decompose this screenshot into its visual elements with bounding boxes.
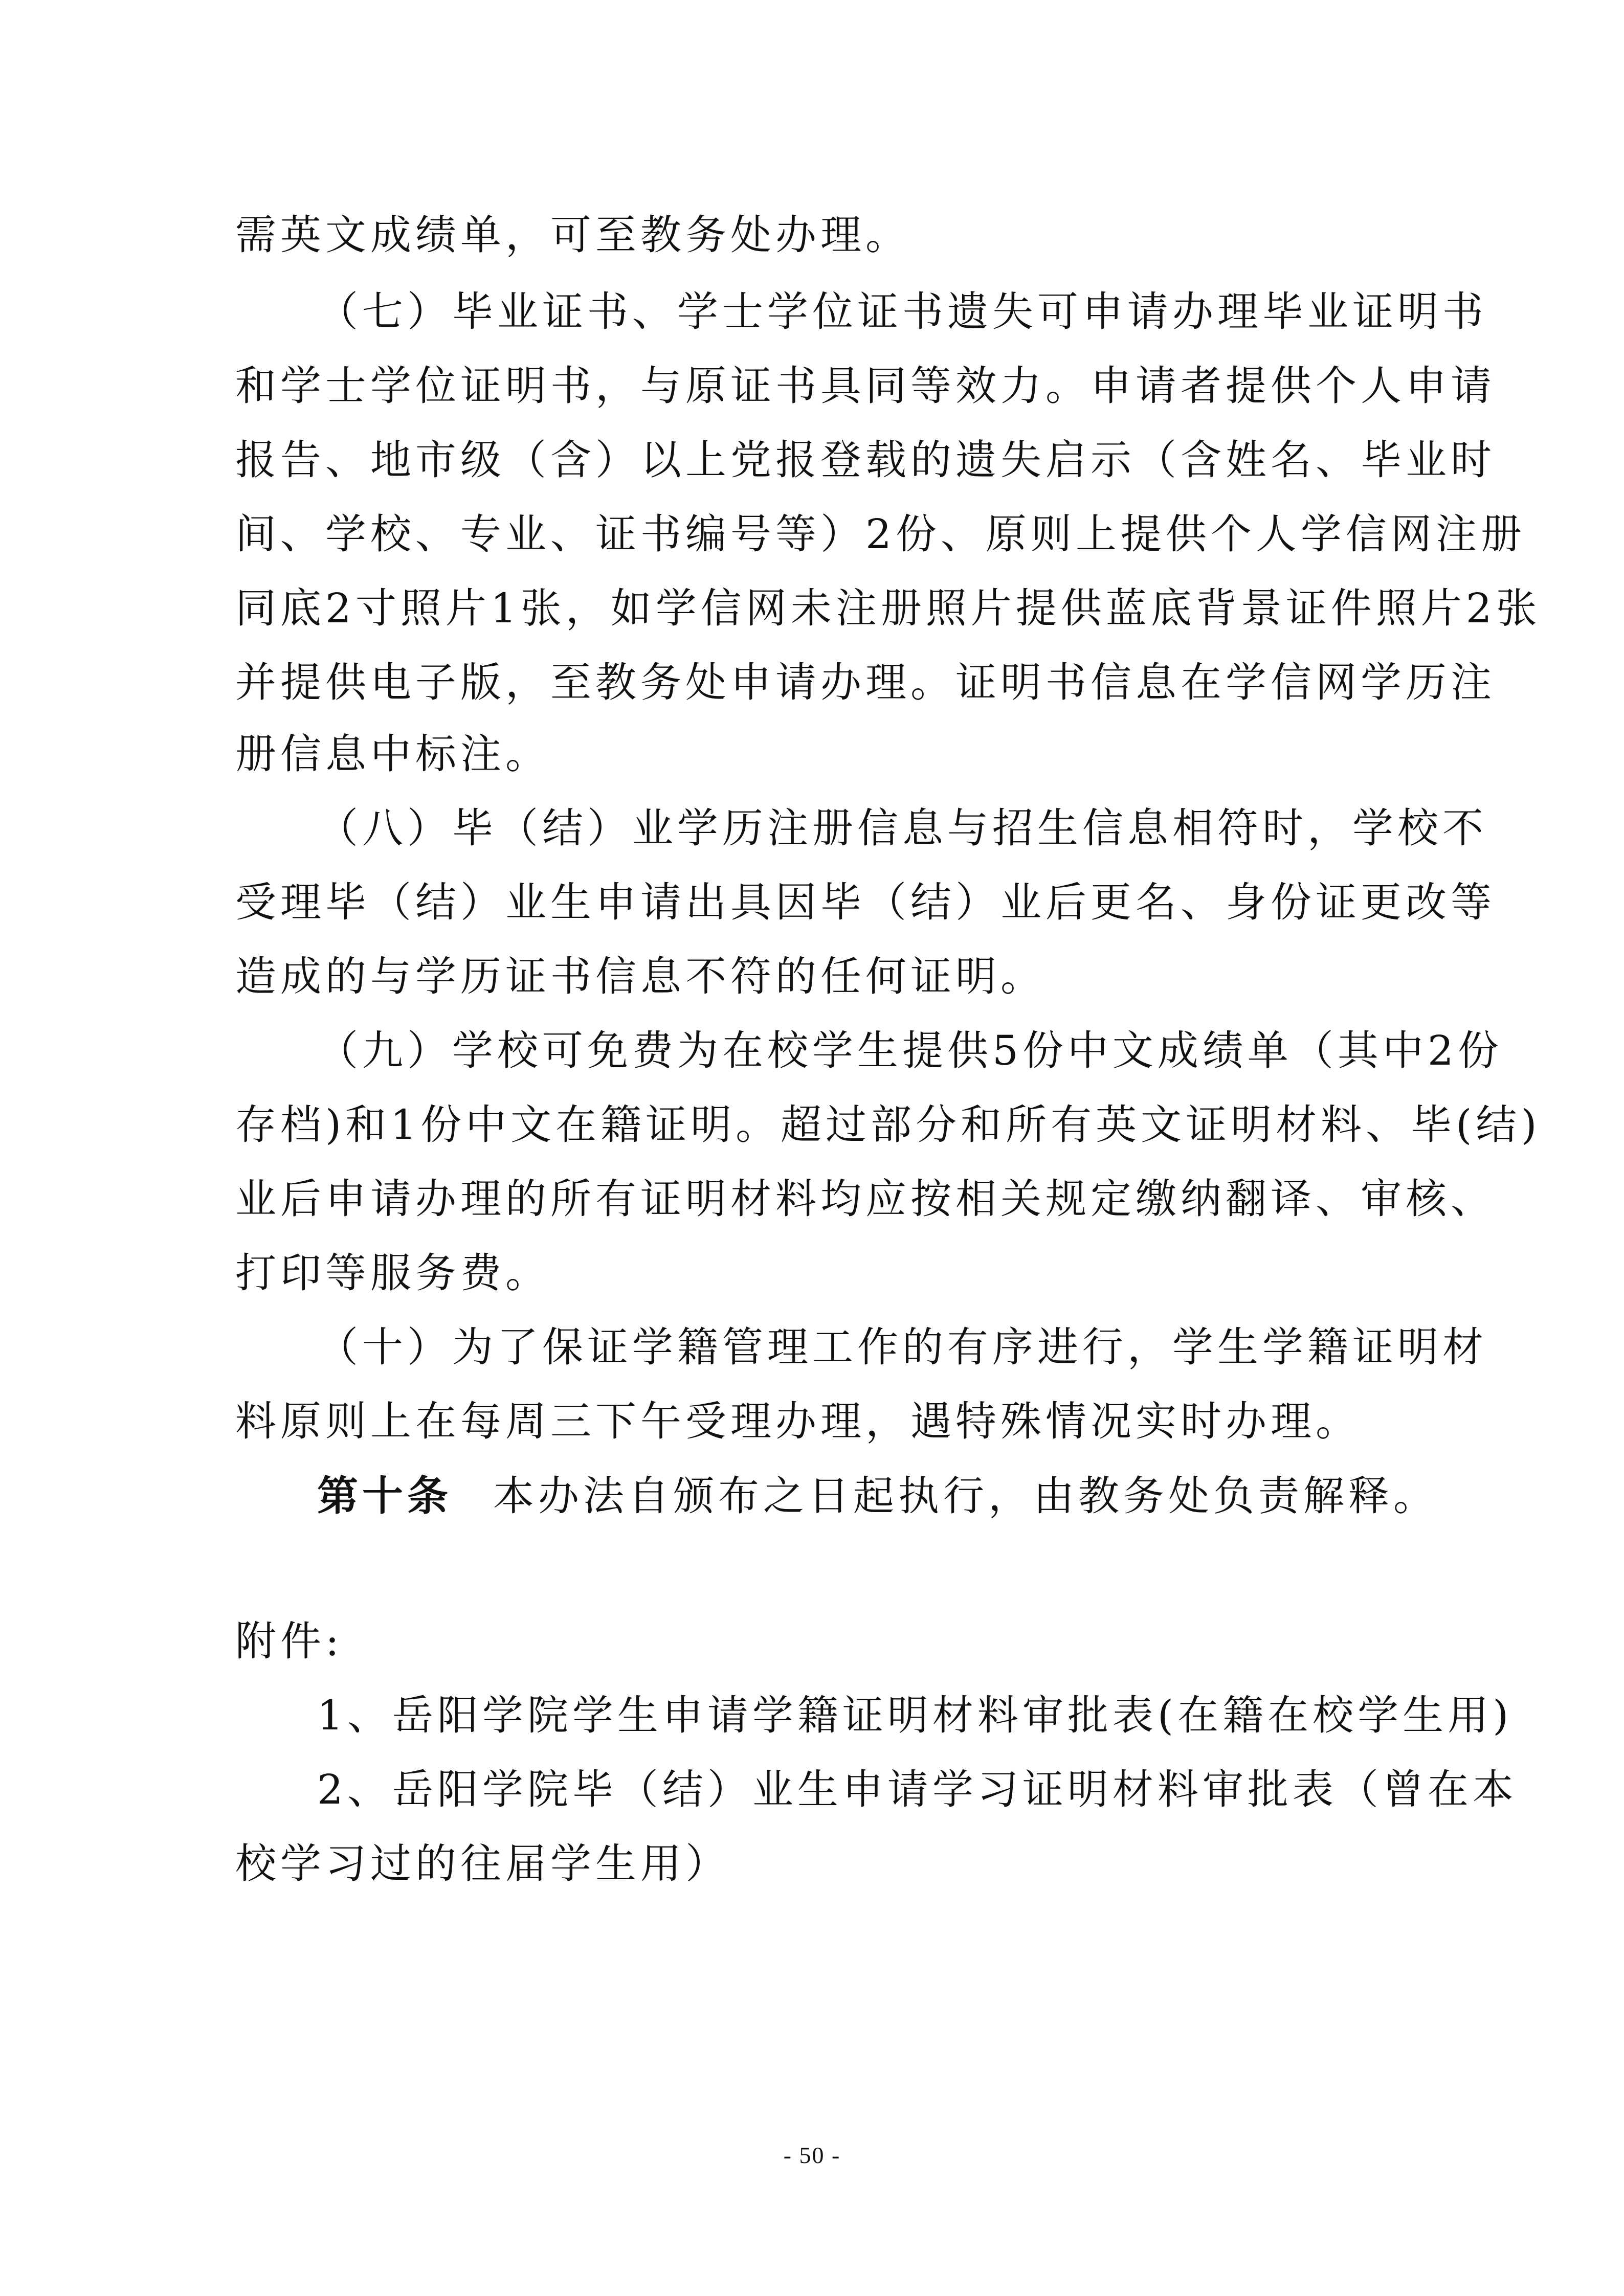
text-line-10: 受理毕（结）业生申请出具因毕（结）业后更名、身份证更改等 [235,879,1496,926]
text-line-6: 同底2寸照片1张，如学信网未注册照片提供蓝底背景证件照片2张 [235,584,1541,632]
article-ten-label: 第十条 [317,1472,452,1520]
page-number: - 50 - [783,2142,841,2168]
text-line-7: 并提供电子版，至教务处申请办理。证明书信息在学信网学历注 [235,659,1496,706]
text-line-8: 册信息中标注。 [235,730,550,778]
text-line-2: （七）毕业证书、学士学位证书遗失可申请办理毕业证明书 [317,288,1487,335]
text-line-12: （九）学校可免费为在校学生提供5份中文成绩单（其中2份 [317,1027,1503,1074]
attachment-item-2-continued: 校学习过的往届学生用） [235,1840,730,1887]
article-ten-text: 本办法自颁布之日起执行，由教务处负责解释。 [493,1472,1438,1520]
attachments-heading: 附件: [235,1617,343,1665]
article-ten [317,1468,1438,1524]
text-line-11: 造成的与学历证书信息不符的任何证明。 [235,953,1045,1000]
text-line-15: 打印等服务费。 [235,1249,550,1297]
text-line-3: 和学士学位证明书，与原证书具同等效力。申请者提供个人申请 [235,362,1496,410]
text-line-14: 业后申请办理的所有证明材料均应按相关规定缴纳翻译、审核、 [235,1175,1496,1223]
text-line-1: 需英文成绩单，可至教务处办理。 [235,211,910,259]
attachment-item-1: 1、岳阳学院学生申请学籍证明材料审批表(在籍在校学生用) [317,1692,1513,1739]
text-line-16: （十）为了保证学籍管理工作的有序进行，学生学籍证明材 [317,1323,1487,1371]
text-line-4: 报告、地市级（含）以上党报登载的遗失启示（含姓名、毕业时 [235,436,1496,484]
text-line-9: （八）毕（结）业学历注册信息与招生信息相符时，学校不 [317,804,1487,852]
text-line-5: 间、学校、专业、证书编号等）2份、原则上提供个人学信网注册 [235,510,1526,558]
attachment-item-2: 2、岳阳学院毕（结）业生申请学习证明材料审批表（曾在本 [317,1766,1518,1813]
text-line-17: 料原则上在每周三下午受理办理，遇特殊情况实时办理。 [235,1398,1361,1445]
text-line-13: 存档)和1份中文在籍证明。超过部分和所有英文证明材料、毕(结) [235,1101,1541,1149]
